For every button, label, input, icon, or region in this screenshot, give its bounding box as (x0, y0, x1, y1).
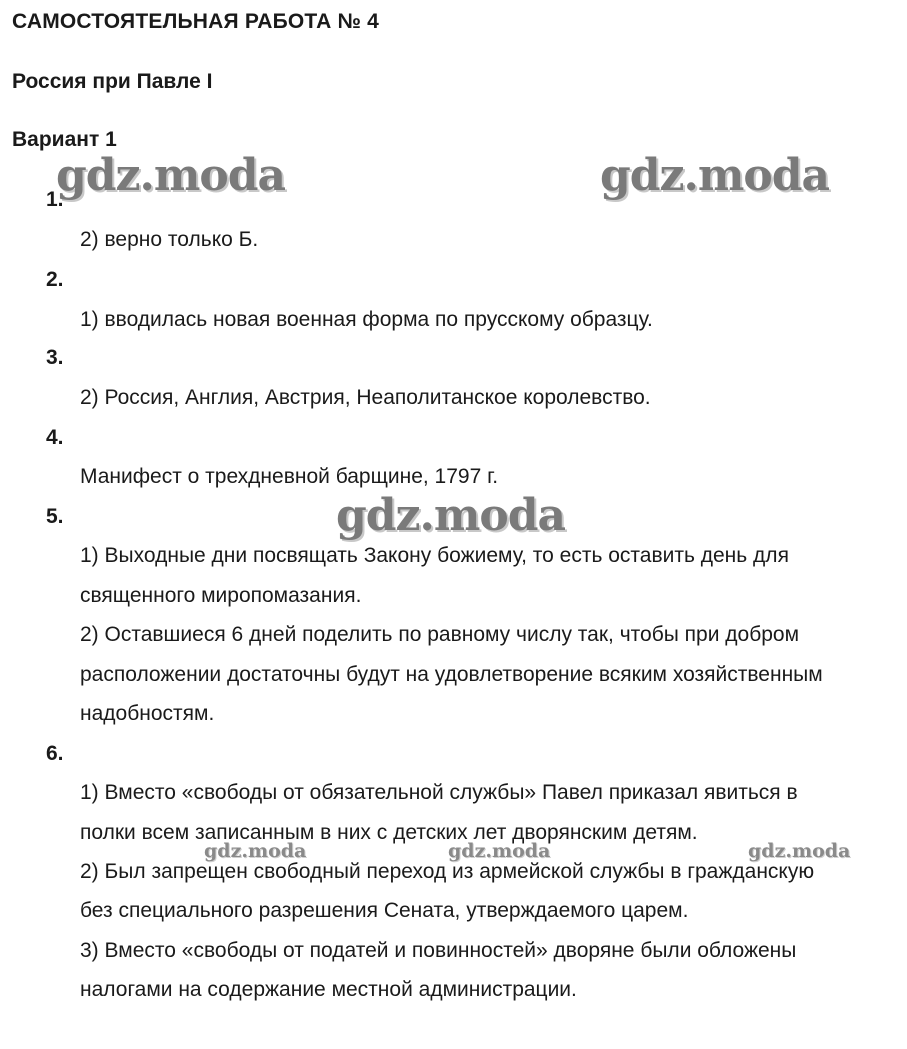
answer-3-line-1: 2) Россия, Англия, Австрия, Неаполитанское королевство. (80, 386, 651, 409)
answer-5-line-3: 2) Оставшиеся 6 дней поделить по равному числу так, чтобы при добром (80, 623, 800, 646)
answer-3-number: 3. (46, 346, 64, 369)
answer-6-line-4: без специального разрешения Сената, утверждаемого царем. (80, 899, 689, 922)
answer-6-line-5: 3) Вместо «свободы от податей и повинностей» дворяне были обложены (80, 939, 797, 962)
watermark-logo: gdz.moda (204, 840, 307, 862)
answer-1-number: 1. (46, 188, 64, 211)
answer-5-number: 5. (46, 505, 64, 528)
variant-label: Вариант 1 (12, 128, 117, 151)
answer-5-line-1: 1) Выходные дни посвящать Закону божиему, то есть оставить день для (80, 544, 789, 567)
answer-4-number: 4. (46, 426, 64, 449)
watermark-logo: gdz.moda (748, 840, 851, 862)
watermark-logo: gdz.moda (600, 150, 830, 201)
watermark-logo: gdz.moda (56, 150, 286, 201)
answer-2-number: 2. (46, 268, 64, 291)
answer-6-line-3: 2) Был запрещен свободный переход из армейской службы в гражданскую (80, 860, 815, 883)
answer-6-line-6: налогами на содержание местной администрации. (80, 978, 577, 1001)
answer-1-line-1: 2) верно только Б. (80, 228, 259, 251)
answer-5-line-4: расположении достаточны будут на удовлетворение всяким хозяйственным (80, 663, 823, 686)
watermark-logo: gdz.moda (336, 490, 566, 541)
answer-5-line-2: священного миропомазания. (80, 584, 362, 607)
watermark-logo: gdz.moda (448, 840, 551, 862)
answer-2-line-1: 1) вводилась новая военная форма по прусскому образцу. (80, 308, 653, 331)
answer-5-line-5: надобностям. (80, 702, 215, 725)
topic-title: Россия при Павле I (12, 70, 213, 93)
answer-6-number: 6. (46, 742, 64, 765)
answer-4-line-1: Манифест о трехдневной барщине, 1797 г. (80, 465, 499, 488)
page-title: САМОСТОЯТЕЛЬНАЯ РАБОТА № 4 (12, 10, 380, 33)
answer-6-line-2: полки всем записанным в них с детских лет дворянским детям. (80, 821, 698, 844)
answer-6-line-1: 1) Вместо «свободы от обязательной службы» Павел приказал явиться в (80, 781, 798, 804)
